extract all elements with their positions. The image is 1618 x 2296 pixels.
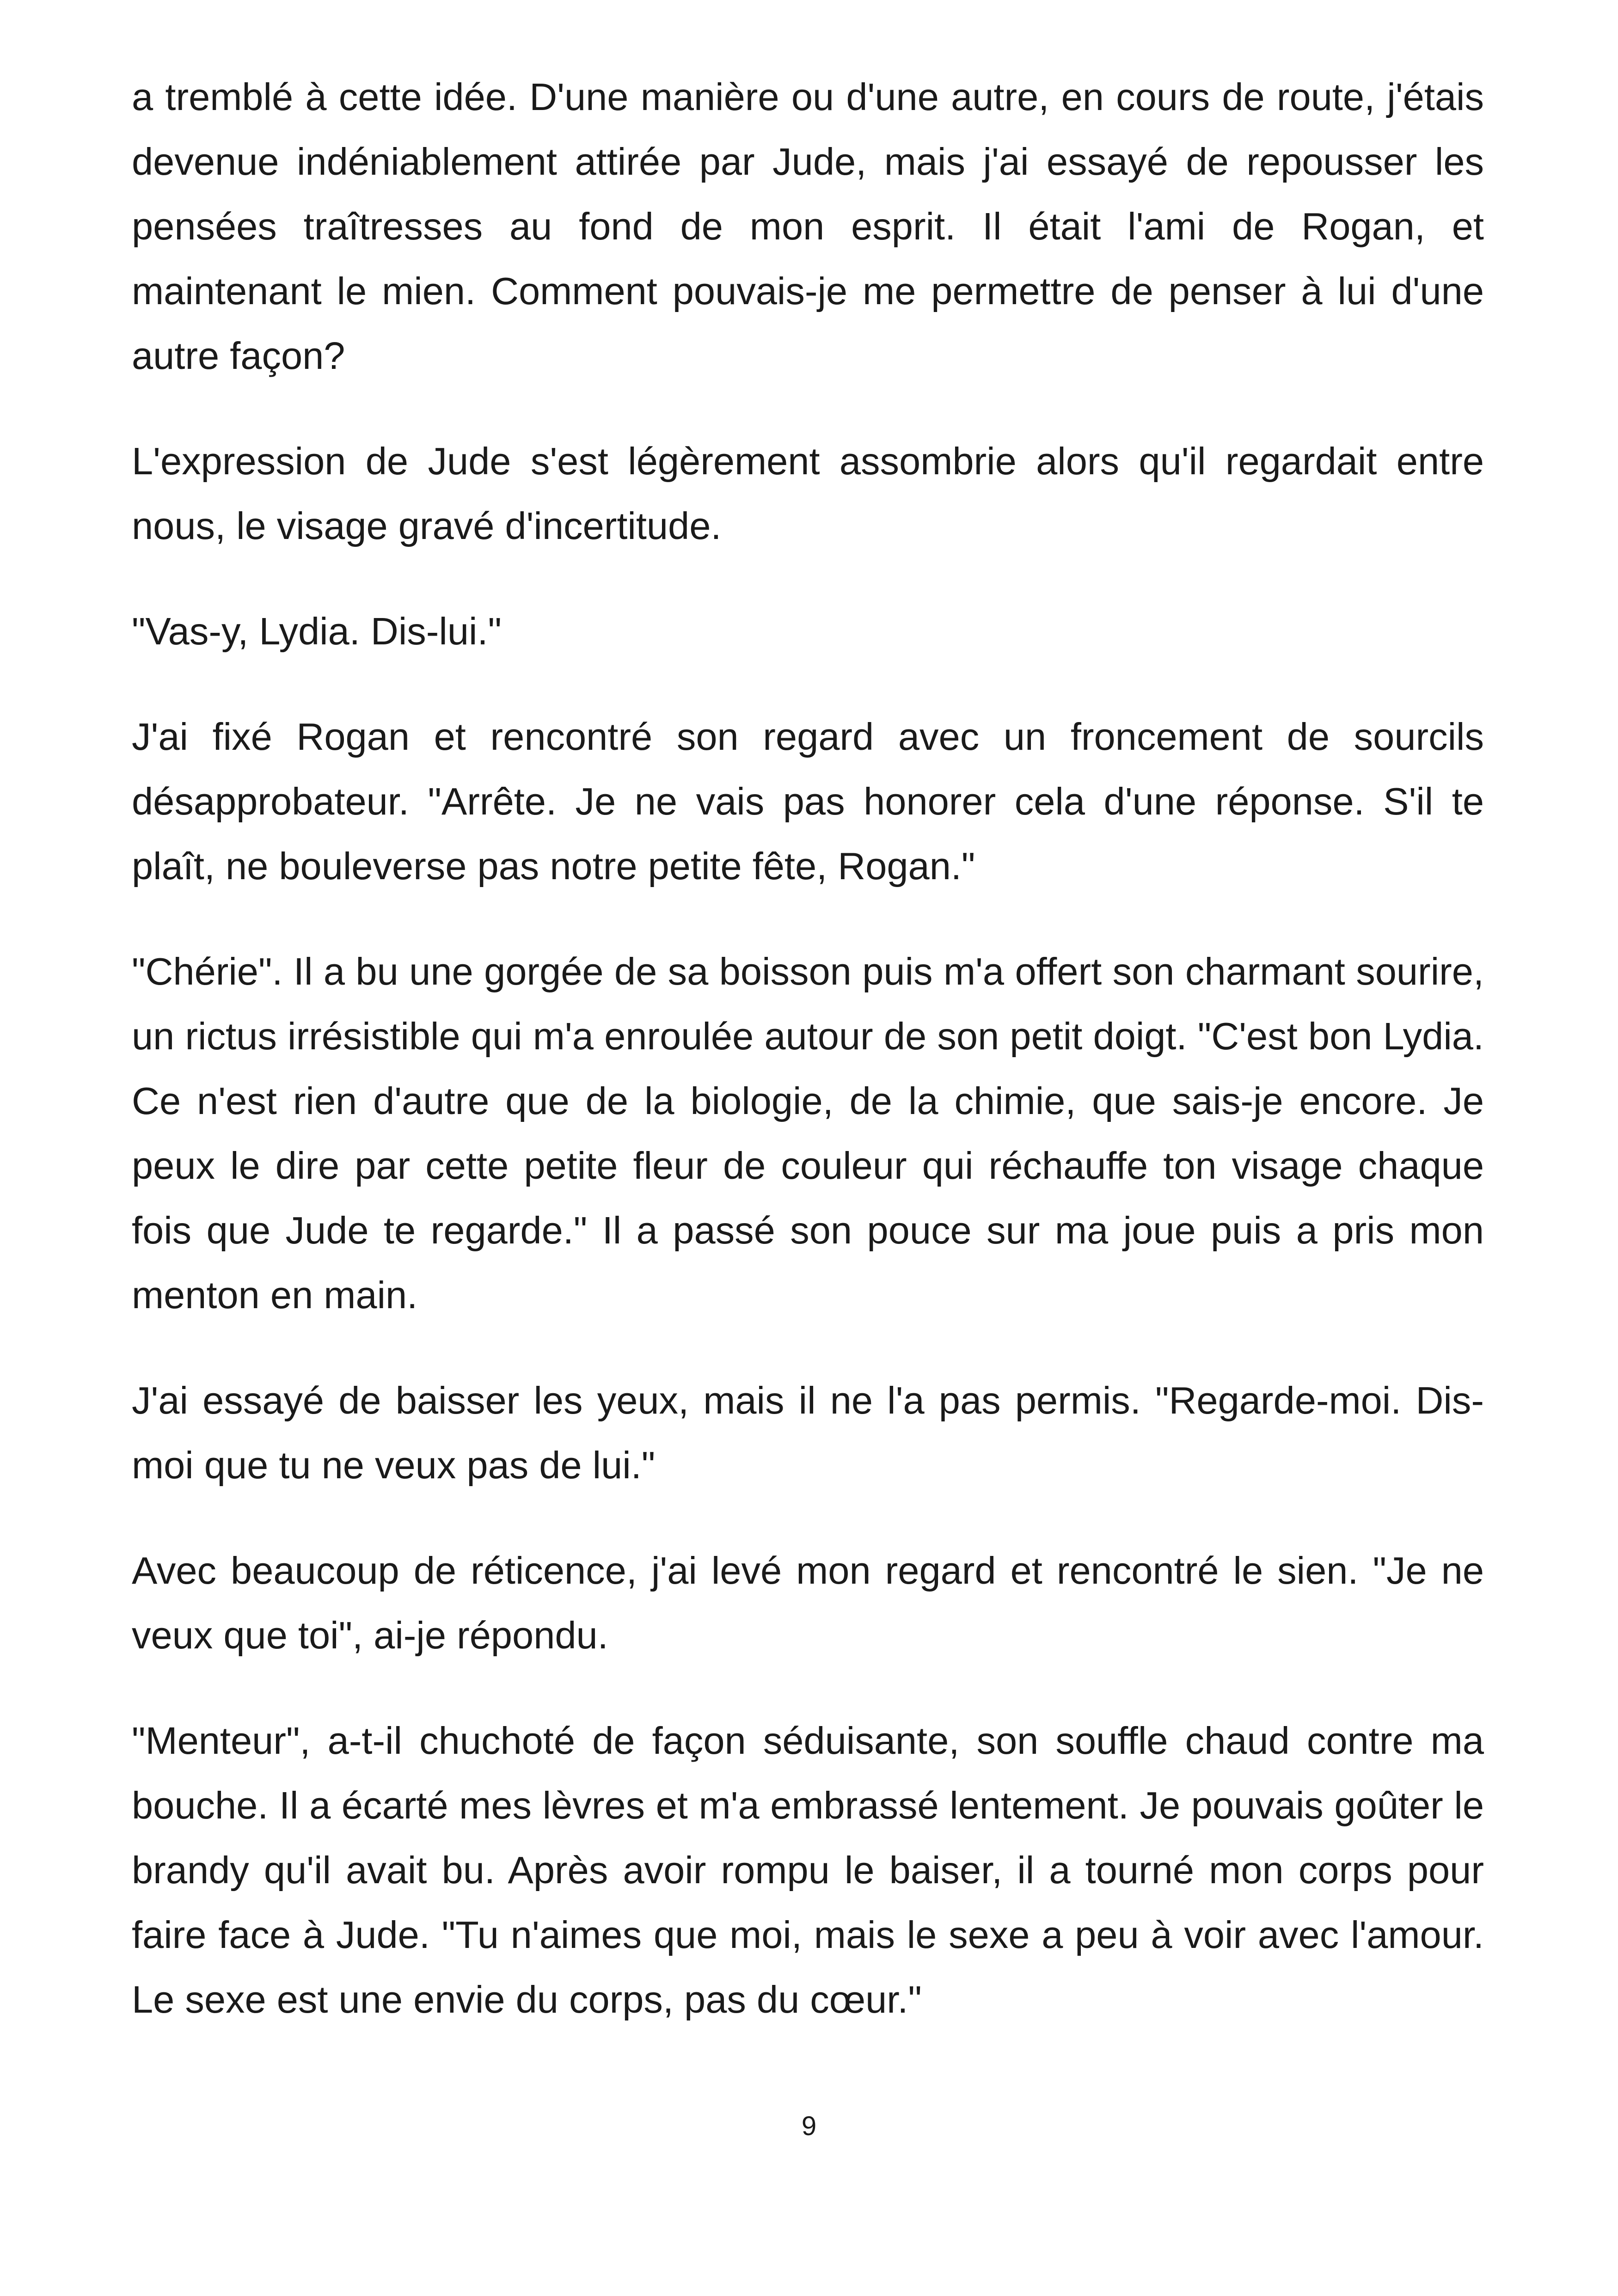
paragraph-2: L'expression de Jude s'est légèrement assombrie alors qu'il regardait entre nous, le visage gravé d'incertitude.	[132, 440, 1484, 547]
paragraph-6: J'ai essayé de baisser les yeux, mais il ne l'a pas permis. "Regarde-moi. Dis-moi que tu ne veux pas de lui."	[132, 1379, 1484, 1487]
body-text	[132, 65, 1484, 2073]
paragraph-7: Avec beaucoup de réticence, j'ai levé mon regard et rencontré le sien. "Je ne veux que toi", ai-je répondu.	[132, 1549, 1484, 1657]
paragraph-1: a tremblé à cette idée. D'une manière ou d'une autre, en cours de route, j'étais devenue indéniablement attirée par Jude, mais j'ai essayé de repousser les pensées traîtresses au fond de mon esprit. Il était l'ami de Rogan, et maintenant le mien. Comment pouvais-je me permettre de penser à lui d'une autre façon?	[132, 75, 1484, 377]
page-number: 9	[801, 2111, 817, 2141]
paragraph-8: "Menteur", a-t-il chuchoté de façon séduisante, son souffle chaud contre ma bouche. Il a écarté mes lèvres et m'a embrassé lentement. Je pouvais goûter le brandy qu'il avait bu. Après avoir rompu le baiser, il a tourné mon corps pour faire face à Jude. "Tu n'aimes que moi, mais le sexe a peu à voir avec l'amour. Le sexe est une envie du corps, pas du cœur."	[132, 1719, 1484, 2021]
paragraph-4: J'ai fixé Rogan et rencontré son regard avec un froncement de sourcils désapprobateur. "Arrête. Je ne vais pas honorer cela d'une réponse. S'il te plaît, ne bouleverse pas notre petite fête, Rogan."	[132, 715, 1484, 888]
paragraph-5: "Chérie". Il a bu une gorgée de sa boisson puis m'a offert son charmant sourire, un rictus irrésistible qui m'a enroulée autour de son petit doigt. "C'est bon Lydia. Ce n'est rien d'autre que de la biologie, de la chimie, que sais-je encore. Je peux le dire par cette petite fleur de couleur qui réchauffe ton visage chaque fois que Jude te regarde." Il a passé son pouce sur ma joue puis a pris mon menton en main.	[132, 950, 1484, 1316]
paragraph-3: "Vas-y, Lydia. Dis-lui."	[132, 610, 502, 653]
